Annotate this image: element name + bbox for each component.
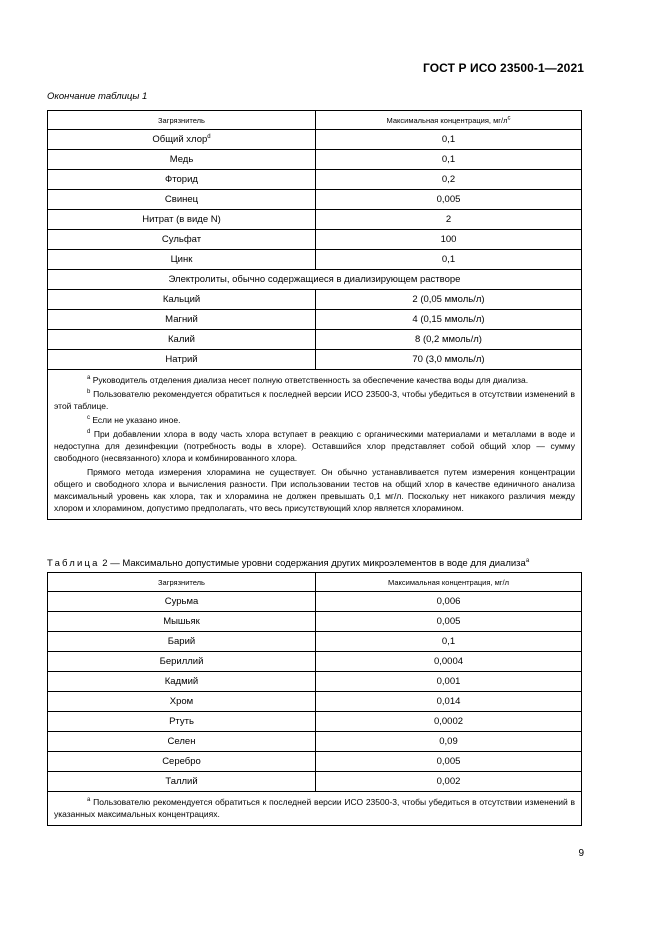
pollutant-name: Серебро — [162, 756, 201, 767]
concentration-cell: 0,1 — [316, 130, 582, 150]
footnote — [54, 414, 575, 426]
concentration-cell: 0,0004 — [316, 652, 582, 672]
table-row — [48, 230, 582, 250]
footnote — [54, 388, 575, 412]
pollutant-name: Фторид — [165, 174, 198, 185]
concentration-cell: 100 — [316, 230, 582, 250]
table-row — [48, 190, 582, 210]
pollutant-cell — [48, 190, 316, 210]
pollutant-cell — [48, 732, 316, 752]
table-row — [48, 612, 582, 632]
pollutant-cell — [48, 752, 316, 772]
pollutant-cell — [48, 350, 316, 370]
section-title: Электролиты, обычно содержащиеся в диализирующем растворе — [48, 270, 582, 290]
pollutant-cell — [48, 692, 316, 712]
table1-col1-header: Загрязнитель — [48, 111, 316, 130]
pollutant-name: Кадмий — [164, 676, 199, 687]
concentration-cell: 4 (0,15 ммоль/л) — [316, 310, 582, 330]
pollutant-name: Таллий — [165, 776, 198, 787]
concentration-cell: 8 (0,2 ммоль/л) — [316, 330, 582, 350]
concentration-cell: 0,002 — [316, 772, 582, 792]
concentration-cell: 0,006 — [316, 592, 582, 612]
notes-row — [48, 370, 582, 520]
table2-caption-text: 2 — Максимально допустимые уровни содержания других микроэлементов в воде для диализа — [99, 558, 526, 569]
table2-caption — [47, 558, 529, 569]
table2-caption-label: Таблица — [47, 558, 100, 569]
table-row — [48, 250, 582, 270]
pollutant-name: Общий хлор — [152, 134, 208, 145]
pollutant-name: Хром — [169, 696, 194, 707]
pollutant-name: Нитрат (в виде N) — [142, 214, 221, 225]
table1-body — [48, 130, 582, 520]
notes-cell — [48, 792, 582, 826]
pollutant-cell — [48, 170, 316, 190]
table-row — [48, 652, 582, 672]
footnote-text: Прямого метода измерения хлорамина не существует. Он обычно устанавливается путем измерения концентрации общего и свободного хлора и вычисления разности. При использовании тестов на общий хлор в качестве единичного анализа максимальный уровень как хлора, так и хлорамина не должен превышать 0,1 мг/л. Поскольку нет никакого различия между хлором и хлорамином, допустимо предполагать, что весь присутствующий хлор является хлорамином. — [54, 467, 575, 513]
pollutant-cell — [48, 130, 316, 150]
pollutant-cell — [48, 150, 316, 170]
footnote-mark: b — [87, 389, 91, 396]
pollutant-name: Селен — [167, 736, 196, 747]
table-row — [48, 210, 582, 230]
table1 — [47, 110, 582, 520]
table2 — [47, 572, 582, 826]
table-row — [48, 592, 582, 612]
pollutant-cell — [48, 632, 316, 652]
pollutant-cell — [48, 772, 316, 792]
concentration-cell: 0,1 — [316, 250, 582, 270]
table1-caption: Окончание таблицы 1 — [47, 91, 148, 102]
pollutant-cell — [48, 310, 316, 330]
table2-header-row — [48, 573, 582, 592]
document-header: ГОСТ Р ИСО 23500-1—2021 — [422, 61, 584, 75]
footnote-text: Если не указано иное. — [90, 415, 181, 425]
notes-row — [48, 792, 582, 826]
footnote-mark: c — [87, 415, 90, 422]
pollutant-cell — [48, 230, 316, 250]
concentration-cell: 70 (3,0 ммоль/л) — [316, 350, 582, 370]
concentration-cell: 0,2 — [316, 170, 582, 190]
table-row — [48, 310, 582, 330]
pollutant-name: Натрий — [165, 354, 198, 365]
footnote-mark: c — [507, 115, 511, 121]
concentration-cell: 0,005 — [316, 752, 582, 772]
pollutant-cell — [48, 612, 316, 632]
table-row — [48, 692, 582, 712]
pollutant-name: Барий — [167, 636, 196, 647]
concentration-cell: 0,005 — [316, 612, 582, 632]
concentration-cell: 0,014 — [316, 692, 582, 712]
table-row — [48, 330, 582, 350]
pollutant-name: Медь — [169, 154, 194, 165]
concentration-cell: 0,09 — [316, 732, 582, 752]
table-row — [48, 732, 582, 752]
pollutant-name: Кальций — [162, 294, 201, 305]
table1-col2-header: Максимальная концентрация, $мг/л^c$ — [316, 111, 582, 130]
table-row — [48, 290, 582, 310]
pollutant-name: Калий — [168, 334, 195, 345]
table-row — [48, 672, 582, 692]
concentration-cell: 0,1 — [316, 632, 582, 652]
table-row — [48, 130, 582, 150]
table-row — [48, 772, 582, 792]
pollutant-name: Магний — [165, 314, 198, 325]
concentration-cell: 2 (0,05 ммоль/л) — [316, 290, 582, 310]
table-row — [48, 150, 582, 170]
footnote — [54, 466, 575, 514]
pollutant-cell — [48, 330, 316, 350]
pollutant-name: Ртуть — [169, 716, 194, 727]
table2-col1-header: Загрязнитель — [48, 573, 316, 592]
concentration-cell: 2 — [316, 210, 582, 230]
section-row — [48, 270, 582, 290]
table-row — [48, 712, 582, 732]
footnote — [54, 796, 575, 820]
concentration-cell: 0,005 — [316, 190, 582, 210]
table2-col2-header: Максимальная концентрация, мг/л — [316, 573, 582, 592]
pollutant-cell — [48, 250, 316, 270]
table1-header-row — [48, 111, 582, 130]
pollutant-name: Свинец — [164, 194, 199, 205]
pollutant-cell — [48, 210, 316, 230]
pollutant-cell — [48, 592, 316, 612]
footnote — [54, 374, 575, 386]
pollutant-cell — [48, 652, 316, 672]
pollutant-cell — [48, 290, 316, 310]
footnote-text: Пользователю рекомендуется обратиться к последней версии ИСО 23500-3, чтобы убедиться в отсутствии изменений в указанных максимальных концентрациях. — [54, 797, 575, 819]
pollutant-name: Мышьяк — [163, 616, 200, 627]
footnote-mark: a — [87, 797, 91, 804]
concentration-cell: 0,1 — [316, 150, 582, 170]
footnote-text: Пользователю рекомендуется обратиться к последней версии ИСО 23500-3, чтобы убедиться в отсутствии изменений в этой таблице. — [54, 389, 575, 411]
table-row — [48, 752, 582, 772]
table-row — [48, 170, 582, 190]
concentration-cell: 0,0002 — [316, 712, 582, 732]
footnote — [54, 428, 575, 464]
footnote-text: При добавлении хлора в воду часть хлора вступает в реакцию с органическими материалами и металлами в воде и недоступна для дезинфекции (потребность воды в хлоре). Оставшийся хлор представляет собой общий хлор — сумму свободного (несвязанного) хлора и комбинированного хлора. — [54, 429, 575, 463]
notes-cell — [48, 370, 582, 520]
concentration-cell: 0,001 — [316, 672, 582, 692]
table-row — [48, 632, 582, 652]
footnote-mark: a — [525, 557, 530, 564]
pollutant-name: Цинк — [170, 254, 193, 265]
footnote-text: Руководитель отделения диализа несет полную ответственность за обеспечение качества воды для диализа. — [90, 375, 529, 385]
pollutant-cell — [48, 712, 316, 732]
pollutant-cell — [48, 672, 316, 692]
footnote-mark: d — [87, 429, 91, 436]
pollutant-name: Сульфат — [161, 234, 202, 245]
footnote-mark: d — [207, 133, 211, 140]
pollutant-name: Бериллий — [159, 656, 204, 667]
table2-body — [48, 592, 582, 826]
pollutant-name: Сурьма — [164, 596, 199, 607]
table-row — [48, 350, 582, 370]
footnote-mark: a — [87, 375, 91, 382]
page-number: 9 — [578, 848, 584, 859]
